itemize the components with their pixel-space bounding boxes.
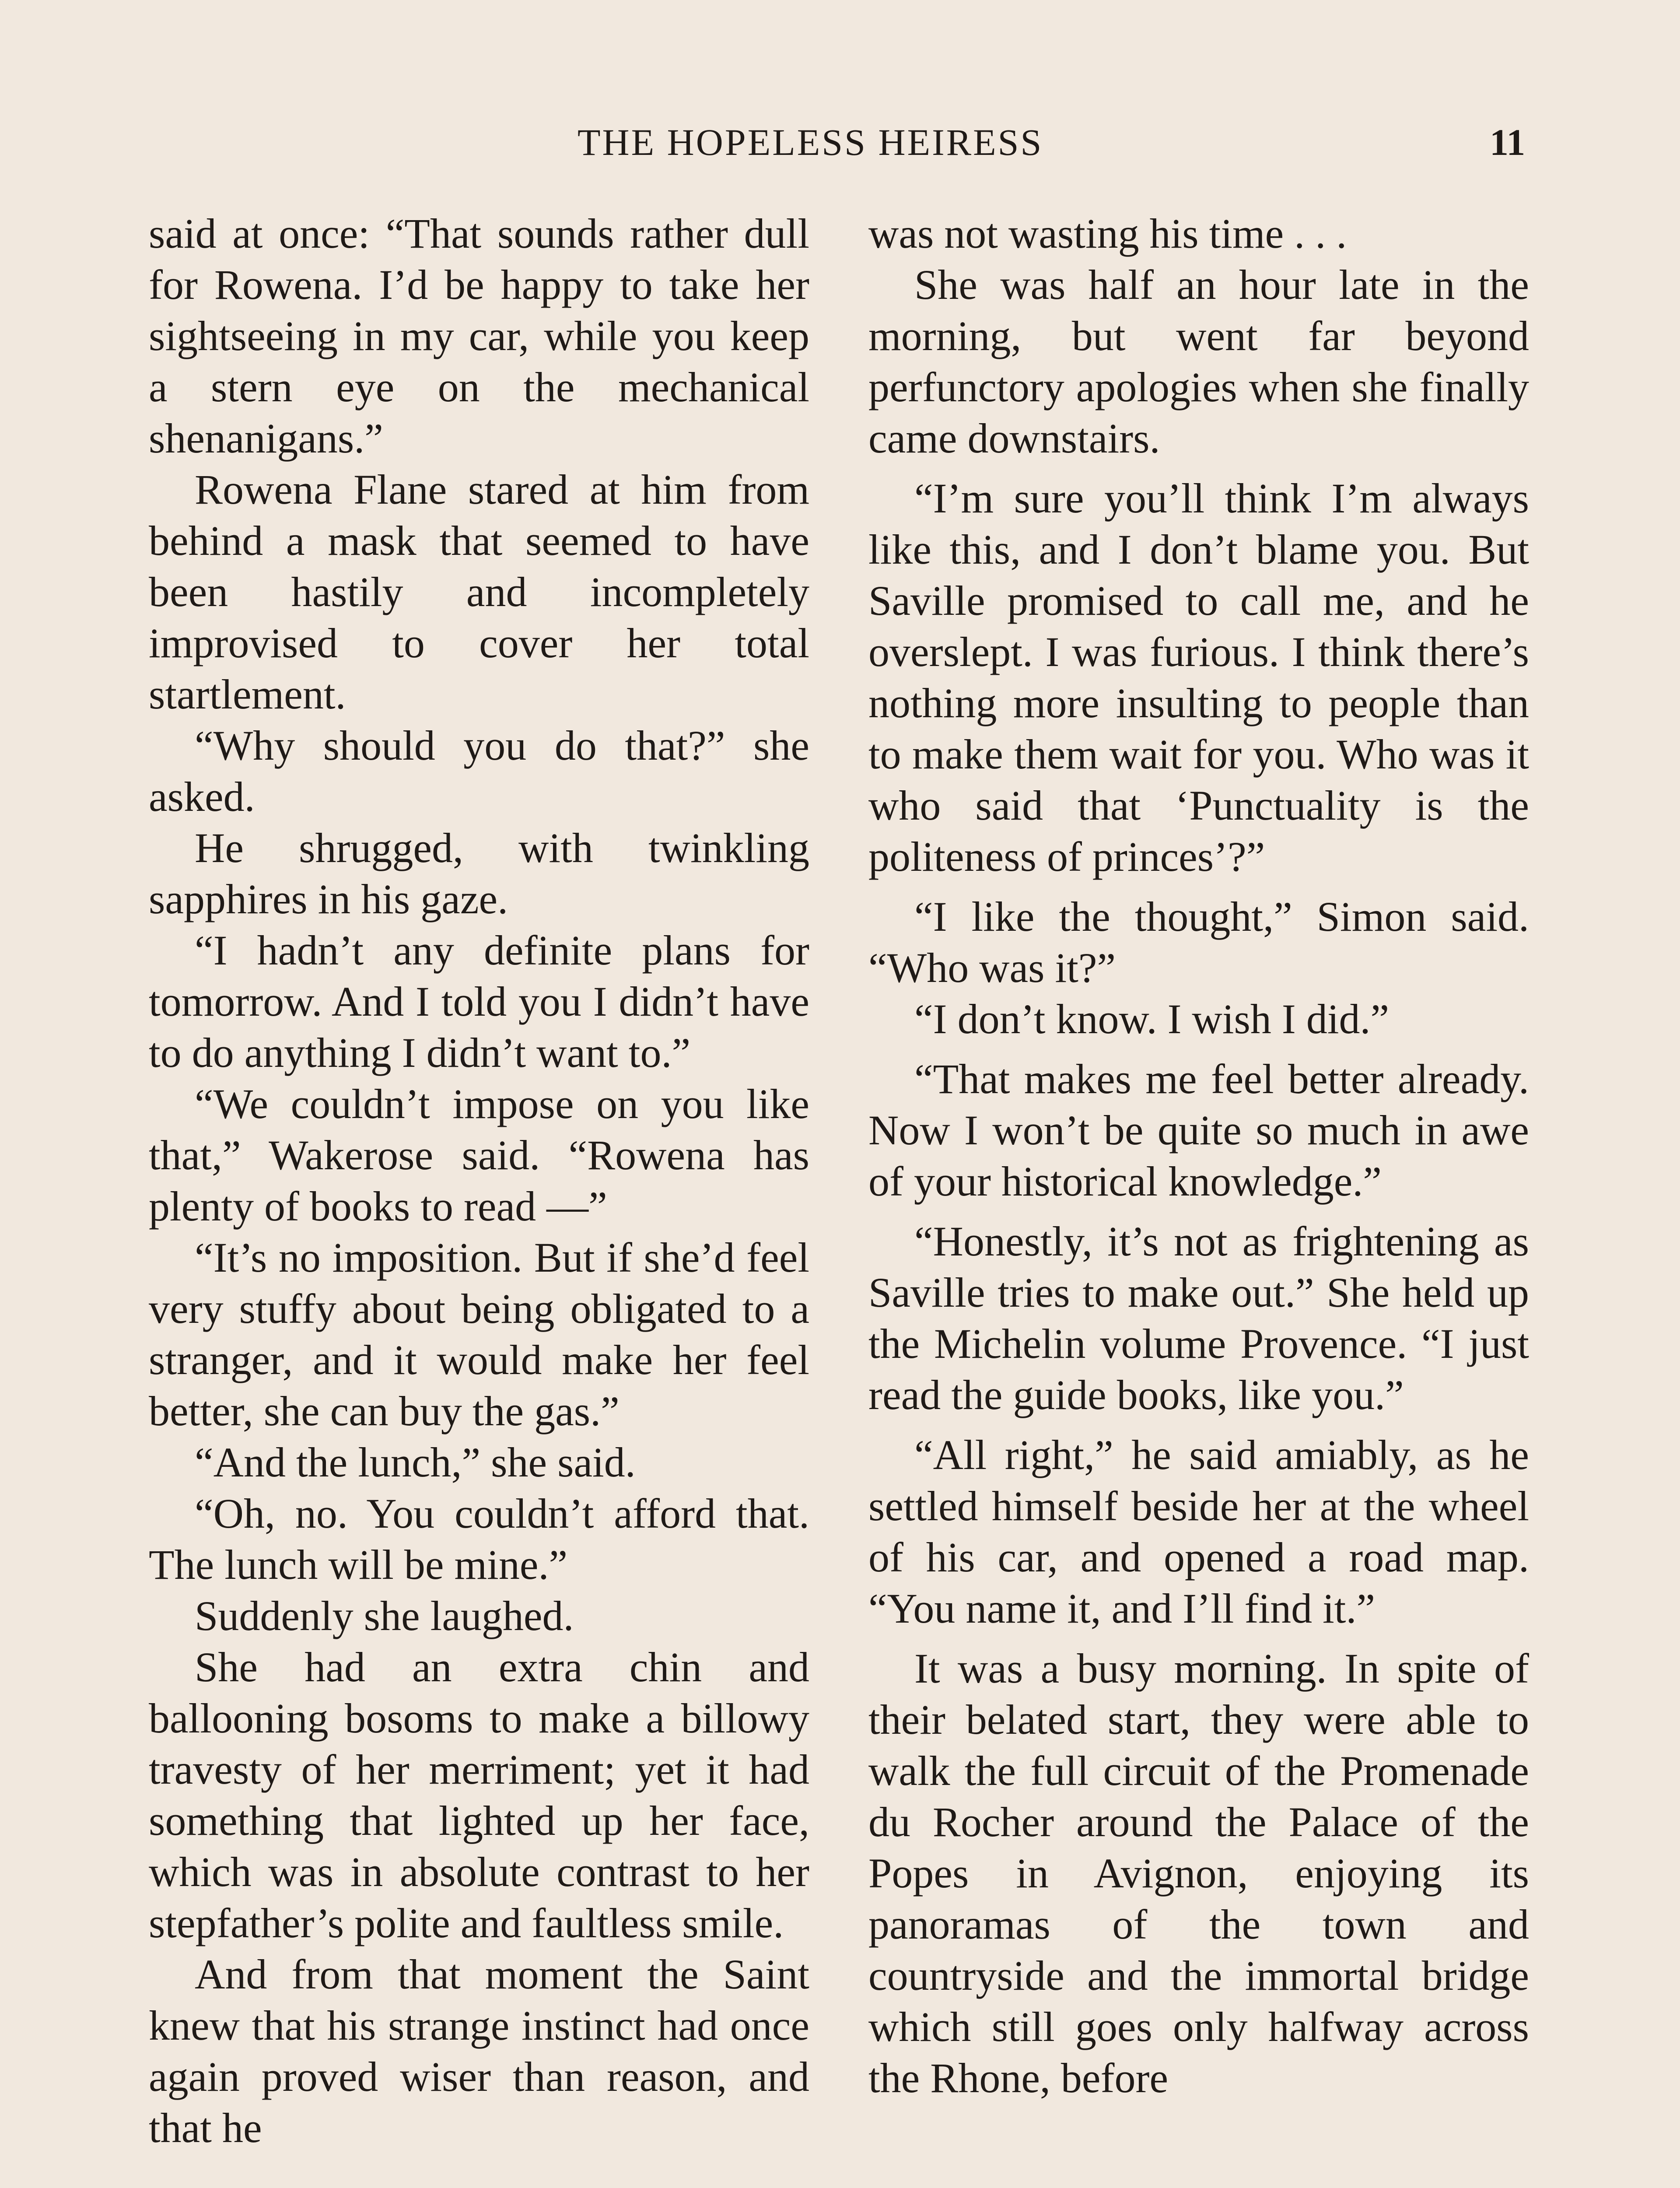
running-title: THE HOPELESS HEIRESS — [578, 121, 1043, 163]
paragraph: “Why should you do that?” she asked. — [149, 722, 809, 820]
paragraph: was not wasting his time . . . — [868, 210, 1347, 257]
right-column — [868, 208, 1529, 2104]
paragraph: Suddenly she laughed. — [195, 1592, 574, 1639]
left-column — [149, 208, 809, 2153]
paragraph: “I don’t know. I wish I did.” — [914, 996, 1390, 1042]
paragraph: “We couldn’t impose on you like that,” Wakerose said. “Rowena has plenty of books to read —” — [149, 1080, 809, 1230]
paragraph: Rowena Flane stared at him from behind a mask that seemed to have been hastily and incompletely improvised to cover her total startlement. — [149, 466, 809, 718]
paragraph: “That makes me feel better already. Now I won’t be quite so much in awe of your historical knowledge.” — [868, 1055, 1529, 1205]
paragraph: “It’s no imposition. But if she’d feel very stuffy about being obligated to a stranger, and it would make her feel better, she can buy the gas.” — [149, 1234, 809, 1434]
paragraph: She was half an hour late in the morning, but went far beyond perfunctory apologies when she finally came downstairs. — [868, 261, 1529, 462]
paragraph: said at once: “That sounds rather dull for Rowena. I’d be happy to take her sightseeing in my car, while you keep a stern eye on the mechanical shenanigans.” — [149, 210, 809, 462]
page-number: 11 — [1490, 121, 1526, 163]
paragraph: “I hadn’t any definite plans for tomorrow. And I told you I didn’t have to do anything I didn’t want to.” — [149, 927, 809, 1076]
paragraph: He shrugged, with twinkling sapphires in his gaze. — [149, 824, 809, 922]
paragraph: “All right,” he said amiably, as he settled himself beside her at the wheel of his car, and opened a road map. “You name it, and I’ll find it.” — [868, 1431, 1529, 1632]
paragraph: “And the lunch,” she said. — [195, 1439, 636, 1486]
paragraph: “I’m sure you’ll think I’m always like this, and I don’t blame you. But Saville promised to call me, and he overslept. I was furious. I think there’s nothing more insulting to people than to make them wait for you. Who was it who said that ‘Punctuality is the politeness of princes’?” — [868, 475, 1529, 880]
paragraph: “Honestly, it’s not as frightening as Saville tries to make out.” She held up the Michelin volume Provence. “I just read the guide books, like you.” — [868, 1218, 1529, 1418]
paragraph: “Oh, no. You couldn’t afford that. The lunch will be mine.” — [149, 1490, 809, 1588]
paragraph: And from that moment the Saint knew that his strange instinct had once again proved wiser than reason, and that he — [149, 1951, 809, 2151]
paragraph: “I like the thought,” Simon said. “Who was it?” — [868, 893, 1529, 991]
paragraph: It was a busy morning. In spite of their belated start, they were able to walk the full circuit of the Promenade du Rocher around the Palace of the Popes in Avignon, enjoying its panoramas of the town and countryside and the immortal bridge which still goes only halfway across the Rhone, before — [868, 1645, 1529, 2101]
paragraph: She had an extra chin and ballooning bosoms to make a billowy travesty of her merriment; yet it had something that lighted up her face, which was in absolute contrast to her stepfather’s polite and faultless smile. — [149, 1644, 809, 1946]
